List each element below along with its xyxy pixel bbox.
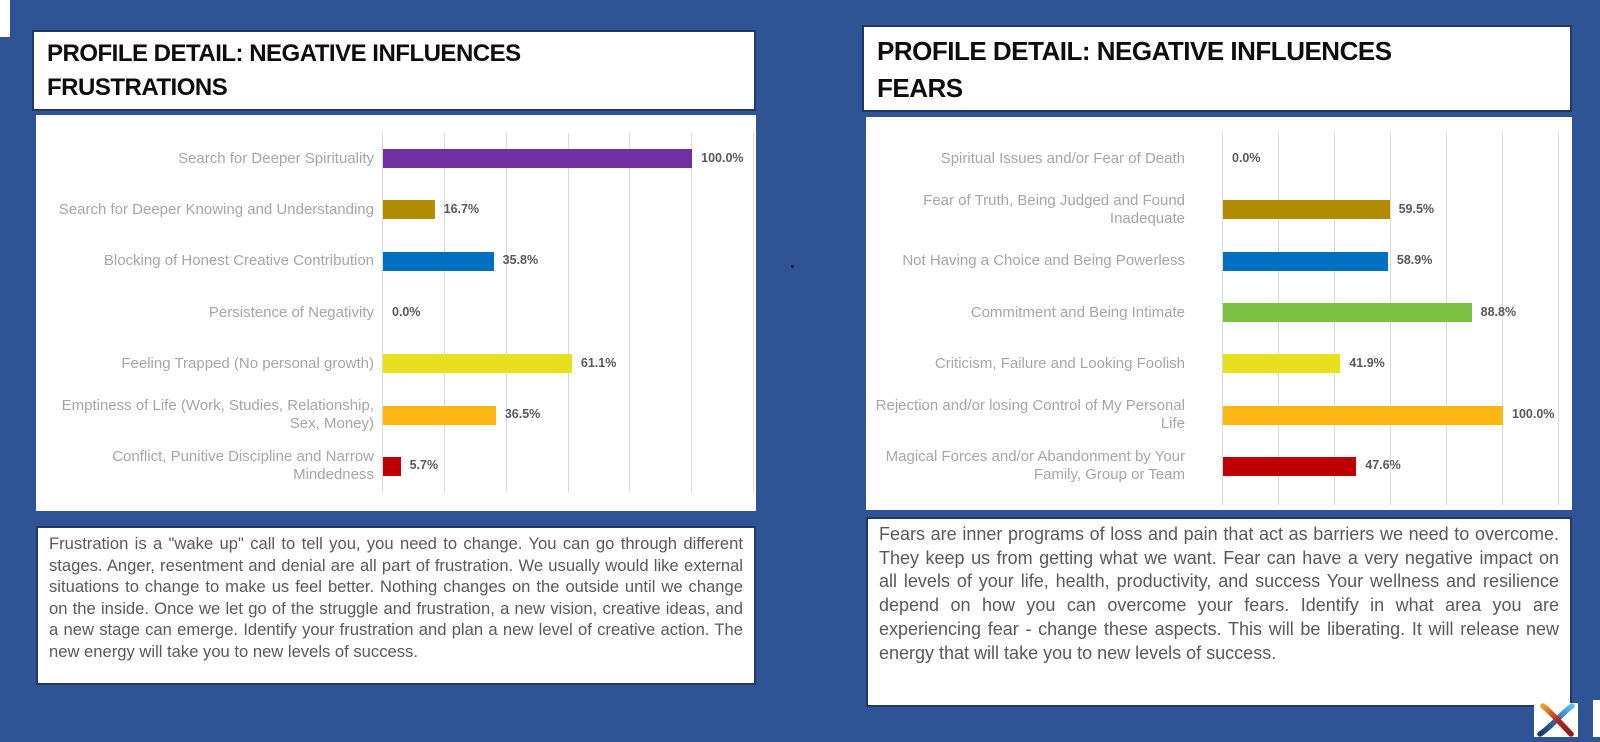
fears-bar-chart [866,117,1572,510]
chart-gridline [444,133,445,492]
bar-value-label: 0.0% [1232,150,1261,165]
category-label: Criticism, Failure and Looking Foolish [934,354,1185,372]
frustrations-title-line2: FRUSTRATIONS [47,74,228,101]
frustrations-description-text: Frustration is a "wake up" call to tell you, you need to change. You can go through different stages. Anger, resentment and denial are all part of frustration. We usually would like external situations to change to make us feel better. Nothing changes on the outside until we change on the inside. Once we let go of the struggle and frustration, a new vision, creative ideas, and a new stage can emerge. Identify your frustration and plan a new level of creative action. The new energy will take you to new levels of success. [49,534,743,661]
bar-value-label: 88.8% [1480,304,1517,319]
category-label: Search for Deeper Knowing and Understanding [58,200,374,218]
frustrations-title-line1: PROFILE DETAIL: NEGATIVE INFLUENCES [47,40,521,67]
bar-value-label: 47.6% [1365,458,1401,473]
ribbon-x-logo-icon [1534,703,1578,737]
brand-logo-box [1534,703,1578,737]
fears-title-line2: FEARS [877,73,963,103]
fears-title-line1: PROFILE DETAIL: NEGATIVE INFLUENCES [877,36,1392,66]
chart-gridline [568,133,569,492]
chart-gridline [1558,133,1559,505]
category-label: Emptiness of Life (Work, Studies, Relationship, Sex, Money) [61,397,374,433]
stray-dot [791,265,794,268]
frustrations-description-box [36,526,756,685]
bar-5 [1223,354,1340,373]
bar-7 [1223,457,1356,476]
slide-corner-notch-top-left [0,0,10,37]
bar-value-label: 0.0% [392,304,421,319]
bar-value-label: 35.8% [502,253,539,268]
category-label: Not Having a Choice and Being Powerless [902,252,1185,270]
bar-6 [1223,406,1503,425]
category-label: Persistence of Negativity [208,303,374,321]
slide-corner-notch-bottom-right [1593,700,1600,737]
bar-2 [1223,200,1390,219]
chart-gridline [506,133,507,492]
category-label: Blocking of Honest Creative Contribution [103,252,374,270]
category-label: Rejection and/or losing Control of My Personal Life [875,397,1185,433]
bar-value-label: 59.5% [1398,201,1435,216]
bar-value-label: 41.9% [1349,355,1385,370]
bar-6 [383,406,496,425]
chart-gridline [1502,133,1503,505]
bar-1 [383,149,692,168]
bar-value-label: 100.0% [701,150,744,165]
category-label: Magical Forces and/or Abandonment by Your Family, Group or Team [885,448,1185,484]
category-label: Conflict, Punitive Discipline and Narrow Mindedness [112,448,374,484]
category-label: Feeling Trapped (No personal growth) [121,354,374,372]
bar-2 [383,200,435,219]
frustrations-bar-chart [36,115,756,511]
chart-gridline [629,133,630,492]
category-label: Commitment and Being Intimate [970,303,1185,321]
bar-3 [1223,252,1388,271]
bar-4 [1223,303,1472,322]
chart-gridline [691,133,692,492]
fears-description-box [866,517,1572,707]
bar-value-label: 58.9% [1396,253,1433,268]
bar-7 [383,457,401,476]
category-label: Fear of Truth, Being Judged and Found Inadequate [923,191,1185,227]
frustrations-title-box [32,30,756,111]
bar-value-label: 5.7% [409,458,439,473]
fears-description-text: Fears are inner programs of loss and pain that act as barriers we need to overcome. They keep us from getting what we want. Fear can have a very negative impact on all levels of your life, health, productivity, and success Your wellness and resilience depend on how you can overcome your fears. Identify in what area you are experiencing fear - change these aspects. This will be liberating. It will release new energy that will take you to new levels of success. [879,524,1559,663]
bar-3 [383,252,494,271]
bar-5 [383,354,572,373]
chart-gridline [753,133,754,492]
category-label: Search for Deeper Spirituality [178,149,374,167]
bar-value-label: 61.1% [580,355,617,370]
fears-title-box [862,25,1572,112]
category-label: Spiritual Issues and/or Fear of Death [940,149,1185,167]
bar-value-label: 16.7% [443,201,480,216]
bar-value-label: 36.5% [504,407,541,422]
chart-gridline [382,133,383,492]
bar-value-label: 100.0% [1512,407,1555,422]
